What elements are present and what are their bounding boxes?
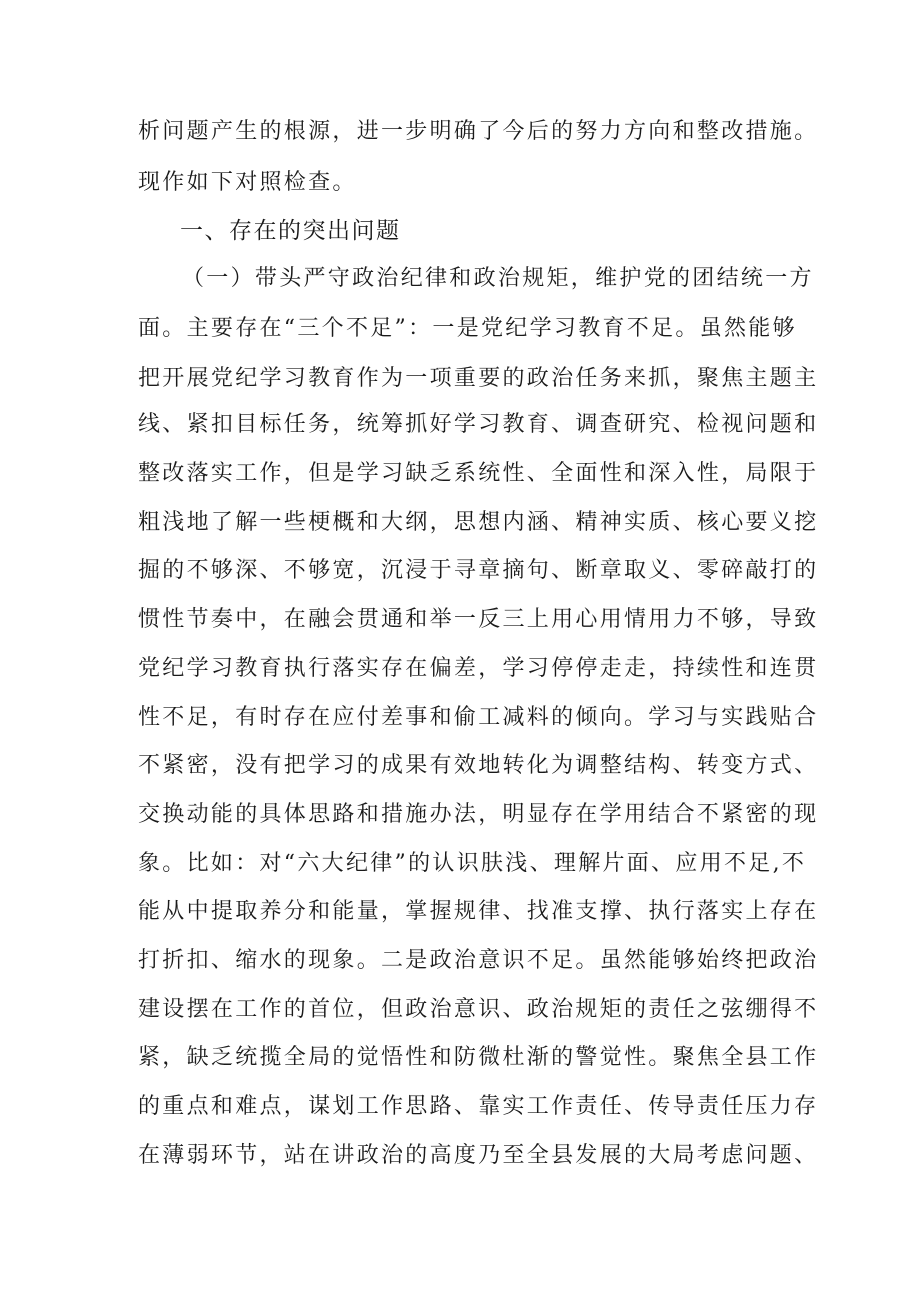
paragraph-line: 在薄弱环节，站在讲政治的高度乃至全县发展的大局考虑问题、 [138,1143,819,1168]
paragraph-line: 掘的不够深、不够宽，沉浸于寻章摘句、断章取义、零碎敲打的 [138,558,819,583]
intro-line-2: 现作如下对照检查。 [138,170,357,195]
intro-line-1: 析问题产生的根源，进一步明确了今后的努力方向和整改措施。 [138,119,819,144]
paragraph-line: 线、紧扣目标任务，统筹抓好学习教育、调查研究、检视问题和 [138,412,819,437]
paragraph-line: 能从中提取养分和能量，掌握规律、找准支撑、执行落实上存在 [138,899,819,924]
paragraph-line: 紧，缺乏统揽全局的觉悟性和防微杜渐的警觉性。聚焦全县工作 [138,1045,819,1070]
paragraph-line: 惯性节奏中，在融会贯通和举一反三上用心用情用力不够，导致 [138,607,819,632]
paragraph-line: 打折扣、缩水的现象。二是政治意识不足。虽然能够始终把政治 [138,948,819,973]
paragraph-line: 面。主要存在“三个不足”：一是党纪学习教育不足。虽然能够 [138,316,797,341]
paragraph-line: 建设摆在工作的首位，但政治意识、政治规矩的责任之弦绷得不 [138,997,819,1022]
paragraph-line: 不紧密，没有把学习的成果有效地转化为调整结构、转变方式、 [138,753,819,778]
paragraph-line: 象。比如：对“六大纪律”的认识肤浅、理解片面、应用不足,不 [138,851,807,876]
paragraph-line: （一）带头严守政治纪律和政治规矩，维护党的团结统一方 [182,266,814,291]
paragraph-line: 交换动能的具体思路和措施办法，明显存在学用结合不紧密的现 [138,802,819,827]
paragraph-line: 粗浅地了解一些梗概和大纲，思想内涵、精神实质、核心要义挖 [138,510,819,535]
paragraph-line: 把开展党纪学习教育作为一项重要的政治任务来抓，聚焦主题主 [138,366,819,391]
paragraph-line: 的重点和难点，谋划工作思路、靠实工作责任、传导责任压力存 [138,1094,819,1119]
paragraph-line: 整改落实工作，但是学习缺乏系统性、全面性和深入性，局限于 [138,461,819,486]
paragraph-line: 性不足，有时存在应付差事和偷工减料的倾向。学习与实践贴合 [138,705,819,730]
section-heading: 一、存在的突出问题 [180,218,401,244]
paragraph-line: 党纪学习教育执行落实存在偏差，学习停停走走，持续性和连贯 [138,656,819,681]
